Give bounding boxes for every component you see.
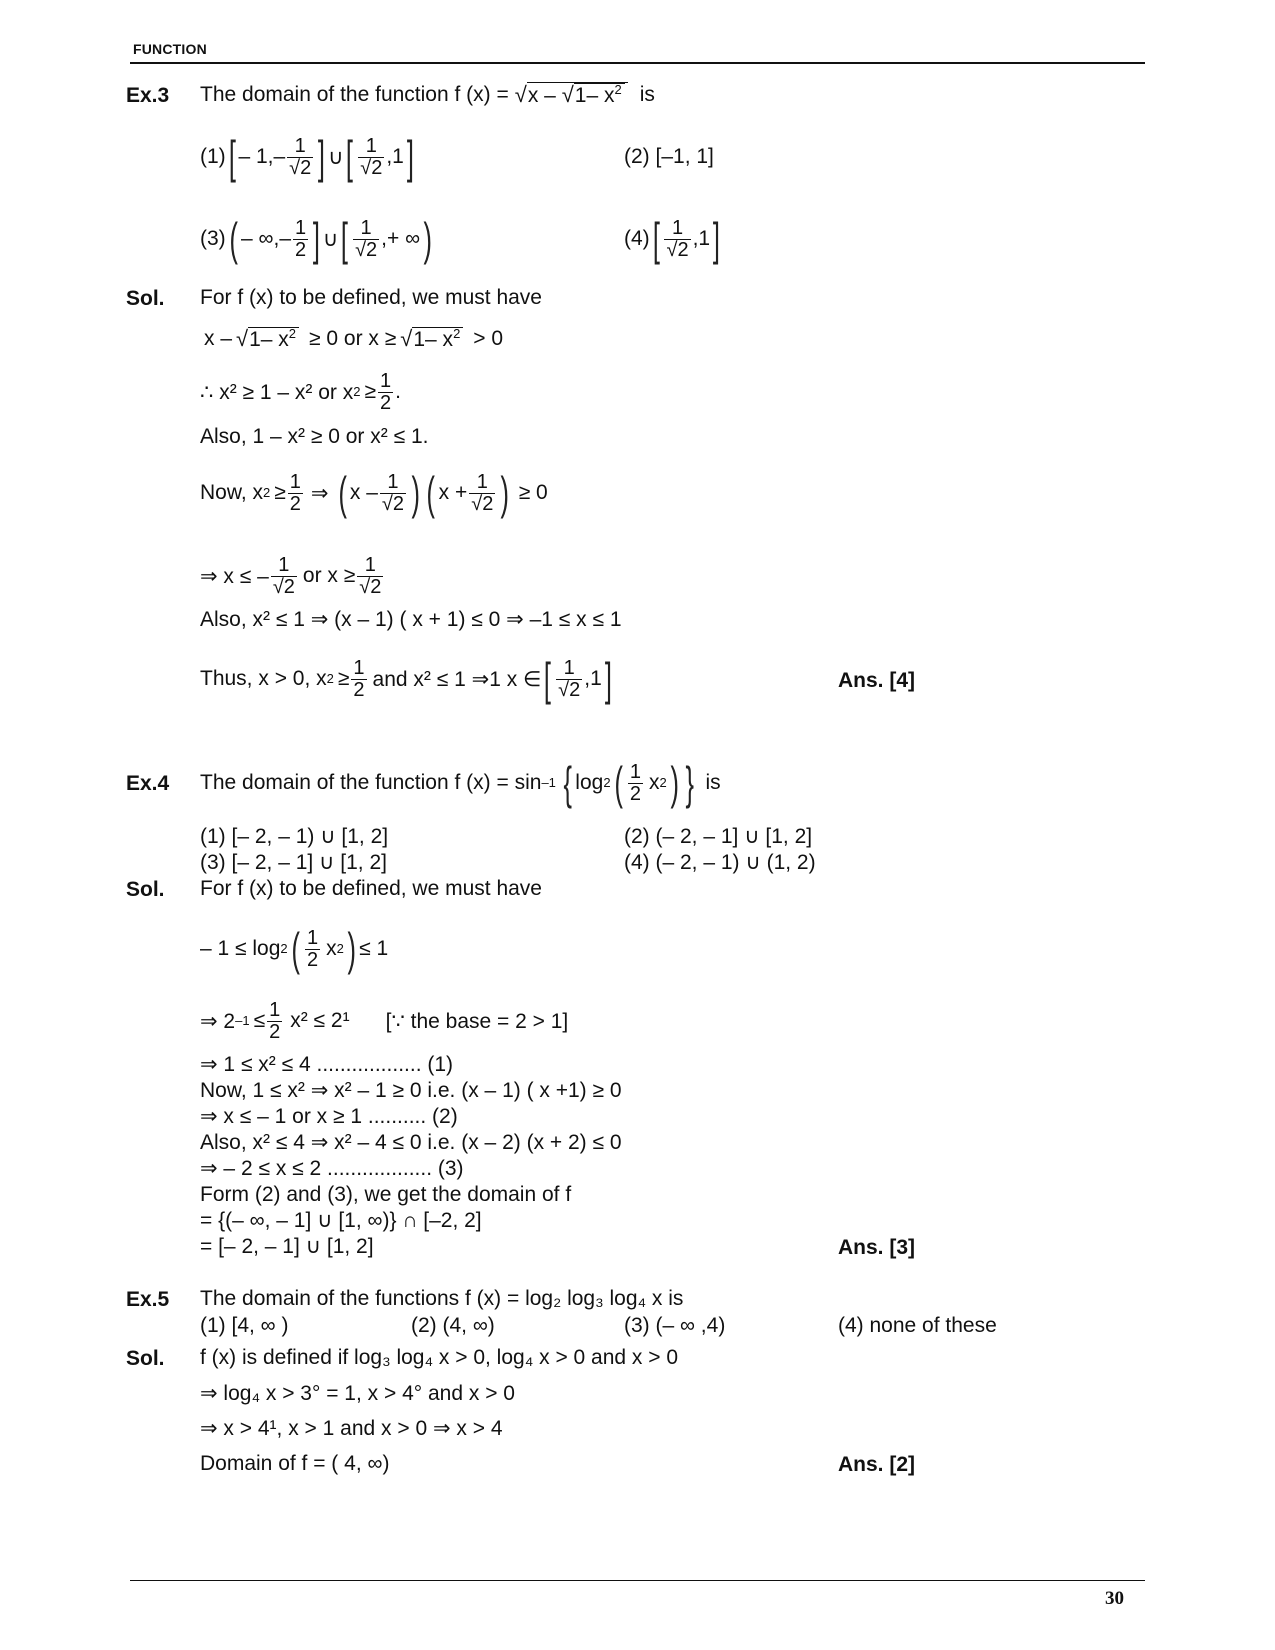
ex4-sol-line-1: For f (x) to be defined, we must have [200,877,542,900]
ex4-sol-line-8: ⇒ – 2 ≤ x ≤ 2 .................. (3) [200,1157,464,1180]
ex5-option-4: (4) none of these [838,1314,997,1337]
ex3-sol-label: Sol. [126,287,165,310]
ex5-sol-line-2: ⇒ log₄ x > 3° = 1, x > 4° and x > 0 [200,1382,515,1405]
ex4-option-1: (1) [– 2, – 1) ∪ [1, 2] [200,825,389,848]
ex4-sol-line-4: ⇒ 1 ≤ x² ≤ 4 .................. (1) [200,1053,454,1076]
ex4-option-2: (2) (– 2, – 1] ∪ [1, 2] [624,825,813,848]
ex5-option-3: (3) (– ∞ ,4) [624,1314,726,1337]
ex4-sol-label: Sol. [126,878,165,901]
ex3-sol-line-5: Now, x 2 ≥ $\frac{1}{2}$ ⇒ ( x – $\frac{1}{√2}$ ) ( x + $\frac{1}{√2}$ ) ≥ 0 [200,467,548,519]
ex3-sol-line-4: Also, 1 – x² ≥ 0 or x² ≤ 1. [200,425,429,448]
ex5-sol-line-3: ⇒ x > 4¹, x > 1 and x > 0 ⇒ x > 4 [200,1417,503,1440]
ex5-option-1: (1) [4, ∞ ) [200,1314,289,1337]
ex4-sol-line-11: = [– 2, – 1] ∪ [1, 2] [200,1235,374,1258]
ex3-sol-line-1: For f (x) to be defined, we must have [200,286,542,309]
ex5-sol-label: Sol. [126,1347,165,1370]
ex4-option-4: (4) (– 2, – 1) ∪ (1, 2) [624,851,816,874]
page-header-title: FUNCTION [133,41,207,57]
ex3-label: Ex.3 [126,84,170,107]
ex5-sol-line-4: Domain of f = ( 4, ∞) [200,1452,390,1475]
ex3-option-3: (3) ( – ∞,– $\frac{1}{2}$ ] ∪ [ $\frac{1}{√2}$ ,+ ∞ ) [200,213,432,265]
ex4-sol-line-10: = {(– ∞, – 1] ∪ [1, ∞)} ∩ [–2, 2] [200,1209,482,1232]
ex3-sol-line-6: ⇒ x ≤ – $\frac{1}{√2}$ or x ≥ $\frac{1}{√2}$ [200,553,382,598]
ex3-sol-line-7: Also, x² ≤ 1 ⇒ (x – 1) ( x + 1) ≤ 0 ⇒ –1 ≤ x ≤ 1 [200,608,622,631]
ex4-option-3: (3) [– 2, – 1] ∪ [1, 2] [200,851,387,874]
ex5-option-2: (2) (4, ∞) [411,1314,495,1337]
ex4-question: The domain of the function f (x) = sin –1 { log 2 ( $\frac{1}{2}$ x 2 ) } is [200,757,721,809]
ex5-answer: Ans. [2] [838,1453,916,1476]
ex4-sol-line-7: Also, x² ≤ 4 ⇒ x² – 4 ≤ 0 i.e. (x – 2) (x + 2) ≤ 0 [200,1131,622,1154]
ex3-question: The domain of the function f (x) = √ x – √1– $x^2$ is [200,82,655,108]
ex5-question: The domain of the functions f (x) = log₂ log₃ log₄ x is [200,1287,684,1310]
ex4-sol-line-5: Now, 1 ≤ x² ⇒ x² – 1 ≥ 0 i.e. (x – 1) ( x +1) ≥ 0 [200,1079,622,1102]
ex4-sol-line-9: Form (2) and (3), we get the domain of f [200,1183,572,1206]
header-rule [130,62,1145,64]
ex4-sol-line-2: – 1 ≤ log 2 ( $\frac{1}{2}$ x 2 ) ≤ 1 [200,923,389,975]
ex5-sol-line-1: f (x) is defined if log₃ log₄ x > 0, log₄ x > 0 and x > 0 [200,1346,679,1369]
ex4-sol-line-3: ⇒ 2 –1 ≤ $\frac{1}{2}$ x² ≤ 2¹ [∵ the base = 2 > 1] [200,998,569,1043]
ex4-label: Ex.4 [126,772,170,795]
footer-rule [130,1580,1145,1581]
ex3-option-2: (2) [–1, 1] [624,145,714,168]
ex5-label: Ex.5 [126,1288,170,1311]
ex3-option-4: (4) [ $\frac{1}{√2}$ ,1 ] [624,213,720,265]
ex3-option-1: (1) [ – 1,– $\frac{1}{√2}$ ] ∪ [ $\frac{1}{√2}$ ,1 ] [200,131,414,183]
ex3-sol-line-3: ∴ x² ≥ 1 – x² or x 2 ≥ $\frac{1}{2}$ . [200,369,401,414]
ex3-answer: Ans. [4] [838,669,916,692]
ex4-sol-line-6: ⇒ x ≤ – 1 or x ≥ 1 .......... (2) [200,1105,458,1128]
radical-sign: √ [514,82,527,107]
page-number: 30 [1105,1588,1124,1609]
ex3-sol-line-8: Thus, x > 0, x 2 ≥ $\frac{1}{2}$ and x² ≤ 1 ⇒1 x ∈ [ $\frac{1}{√2}$ ,1 ] [200,653,612,705]
ex3-sol-line-2: x – √ 1– $x^2$ ≥ 0 or x ≥ √ 1– $x^2$ > 0 [204,325,504,351]
ex4-answer: Ans. [3] [838,1236,916,1259]
